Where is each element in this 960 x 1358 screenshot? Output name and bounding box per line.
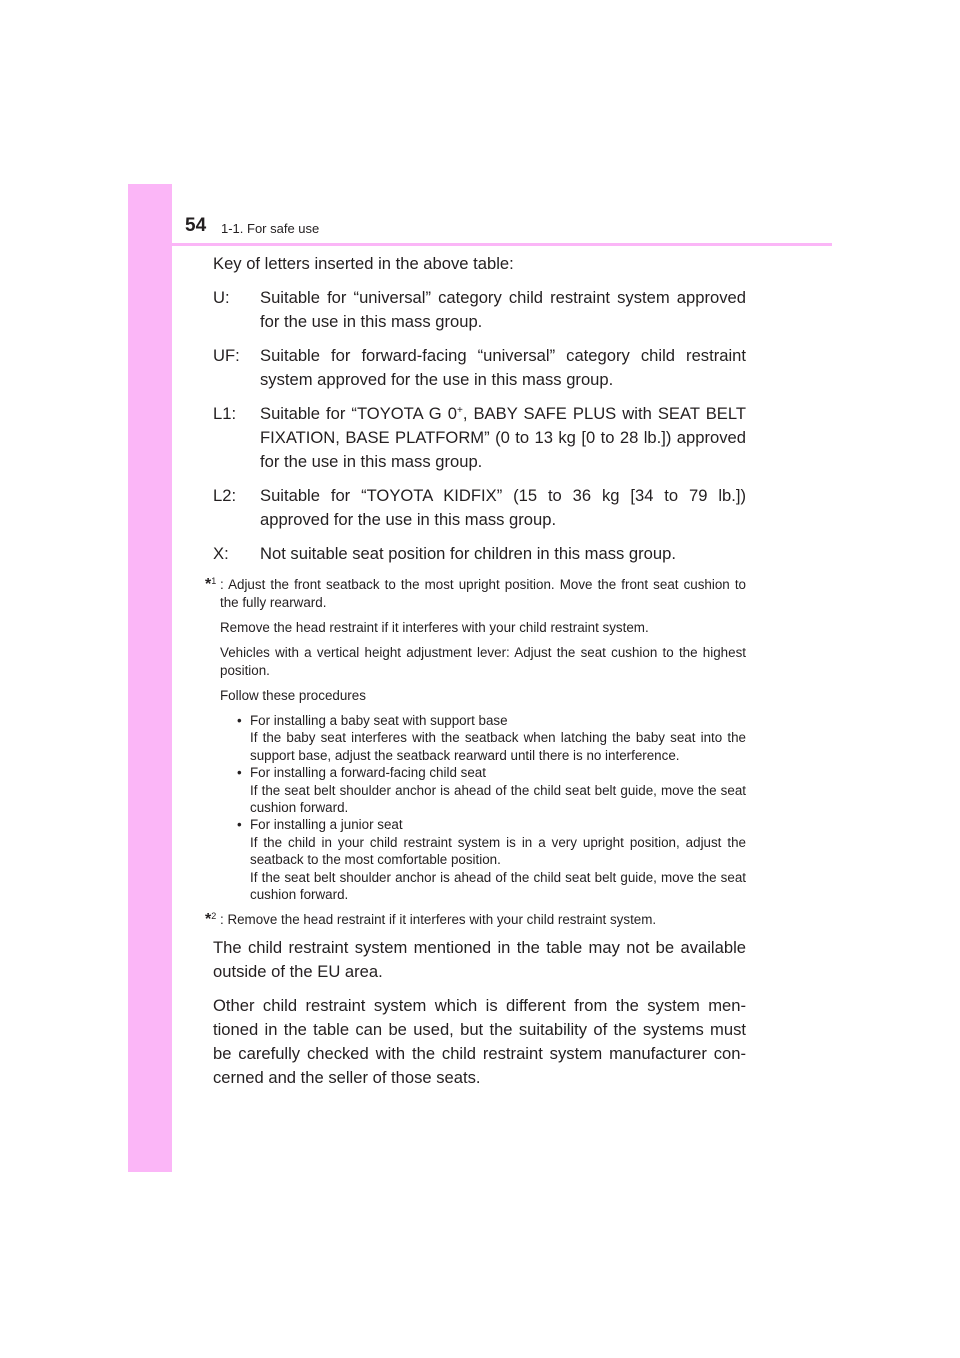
- list-item-body: If the baby seat interferes with the seatback when latching the baby seat into the support base, adjust the seatback rearward until there is no interference.: [250, 730, 746, 763]
- footnote-1-para: Follow these procedures: [220, 688, 366, 703]
- header-divider: [172, 243, 832, 246]
- list-item-body: If the seat belt shoulder anchor is ahead of the child seat belt guide, move the seat cushion forward.: [250, 782, 746, 816]
- list-item: [250, 764, 746, 816]
- key-item-l2: [213, 484, 746, 532]
- list-item: [250, 816, 746, 903]
- footnote-1: [203, 576, 746, 612]
- footnote-marker: *$^1$: [205, 576, 217, 593]
- key-text: Suitable for “universal” category child restraint system approved for the use in this mass group.: [260, 288, 746, 331]
- key-item-u: [213, 286, 746, 334]
- key-code: U:: [213, 288, 230, 307]
- key-code: L2:: [213, 486, 237, 505]
- footnote-2-text: : Remove the head restraint if it interferes with your child restraint system.: [220, 912, 657, 928]
- footnote-1-text: : Adjust the front seatback to the most upright position. Move the front seat cushion to the fully rearward.: [220, 577, 746, 610]
- compatibility-note: Other child restraint system which is different from the system men-tioned in the table can be used, but the suitability of the systems must be carefully checked with the child restraint system manufacturer con-cerned and the seller of those seats.: [213, 996, 746, 1088]
- availability-note: The child restraint system mentioned in the table may not be available outside of the EU area.: [213, 938, 746, 982]
- procedure-list: [203, 712, 746, 903]
- key-intro: Key of letters inserted in the above table:: [213, 254, 514, 273]
- footnotes: [203, 576, 746, 929]
- key-text: , BABY SAFE PLUS with SEAT BELT FIXATION, BASE PLATFORM” (0 to 13 kg [0 to 28 lb.]) approved for the use in this mass group.: [260, 404, 746, 471]
- key-text: Suitable for forward-facing “universal” category child restraint system approved for the use in this mass group.: [260, 346, 746, 389]
- superscript-plus: +: [456, 405, 463, 416]
- list-item-title: • For installing a junior seat: [250, 817, 403, 833]
- key-item-l1: [213, 402, 746, 474]
- key-code: L1:: [213, 404, 237, 423]
- key-text: Suitable for “TOYOTA G 0: [260, 404, 457, 423]
- page-number: 54: [185, 215, 207, 236]
- list-item: [250, 712, 746, 764]
- footnote-2: [203, 911, 746, 929]
- side-tab-bar: [128, 184, 172, 1172]
- key-item-x: [213, 542, 746, 566]
- footnote-1-para: Vehicles with a vertical height adjustment lever: Adjust the seat cushion to the highest position.: [220, 645, 746, 678]
- footnote-1-para: Remove the head restraint if it interferes with your child restraint system.: [220, 620, 649, 635]
- key-code: UF:: [213, 346, 240, 365]
- page-content: [205, 252, 746, 1100]
- section-title: 1-1. For safe use: [221, 221, 320, 236]
- list-item-body: If the child in your child restraint system is in a very upright position, adjust the seatback to the most comfortable position.: [250, 834, 746, 868]
- key-code: X:: [213, 544, 229, 563]
- key-text: Not suitable seat position for children in this mass group.: [260, 544, 676, 563]
- list-item-title: • For installing a forward-facing child seat: [250, 765, 486, 781]
- list-item-body: If the seat belt shoulder anchor is ahead of the child seat belt guide, move the seat cushion forward.: [250, 869, 746, 903]
- key-text: Suitable for “TOYOTA KIDFIX” (15 to 36 kg [34 to 79 lb.]) approved for the use in this mass group.: [260, 486, 746, 529]
- key-item-uf: [213, 344, 746, 392]
- footnote-marker: *$^2$: [205, 911, 217, 929]
- list-item-title: • For installing a baby seat with support base: [250, 713, 508, 728]
